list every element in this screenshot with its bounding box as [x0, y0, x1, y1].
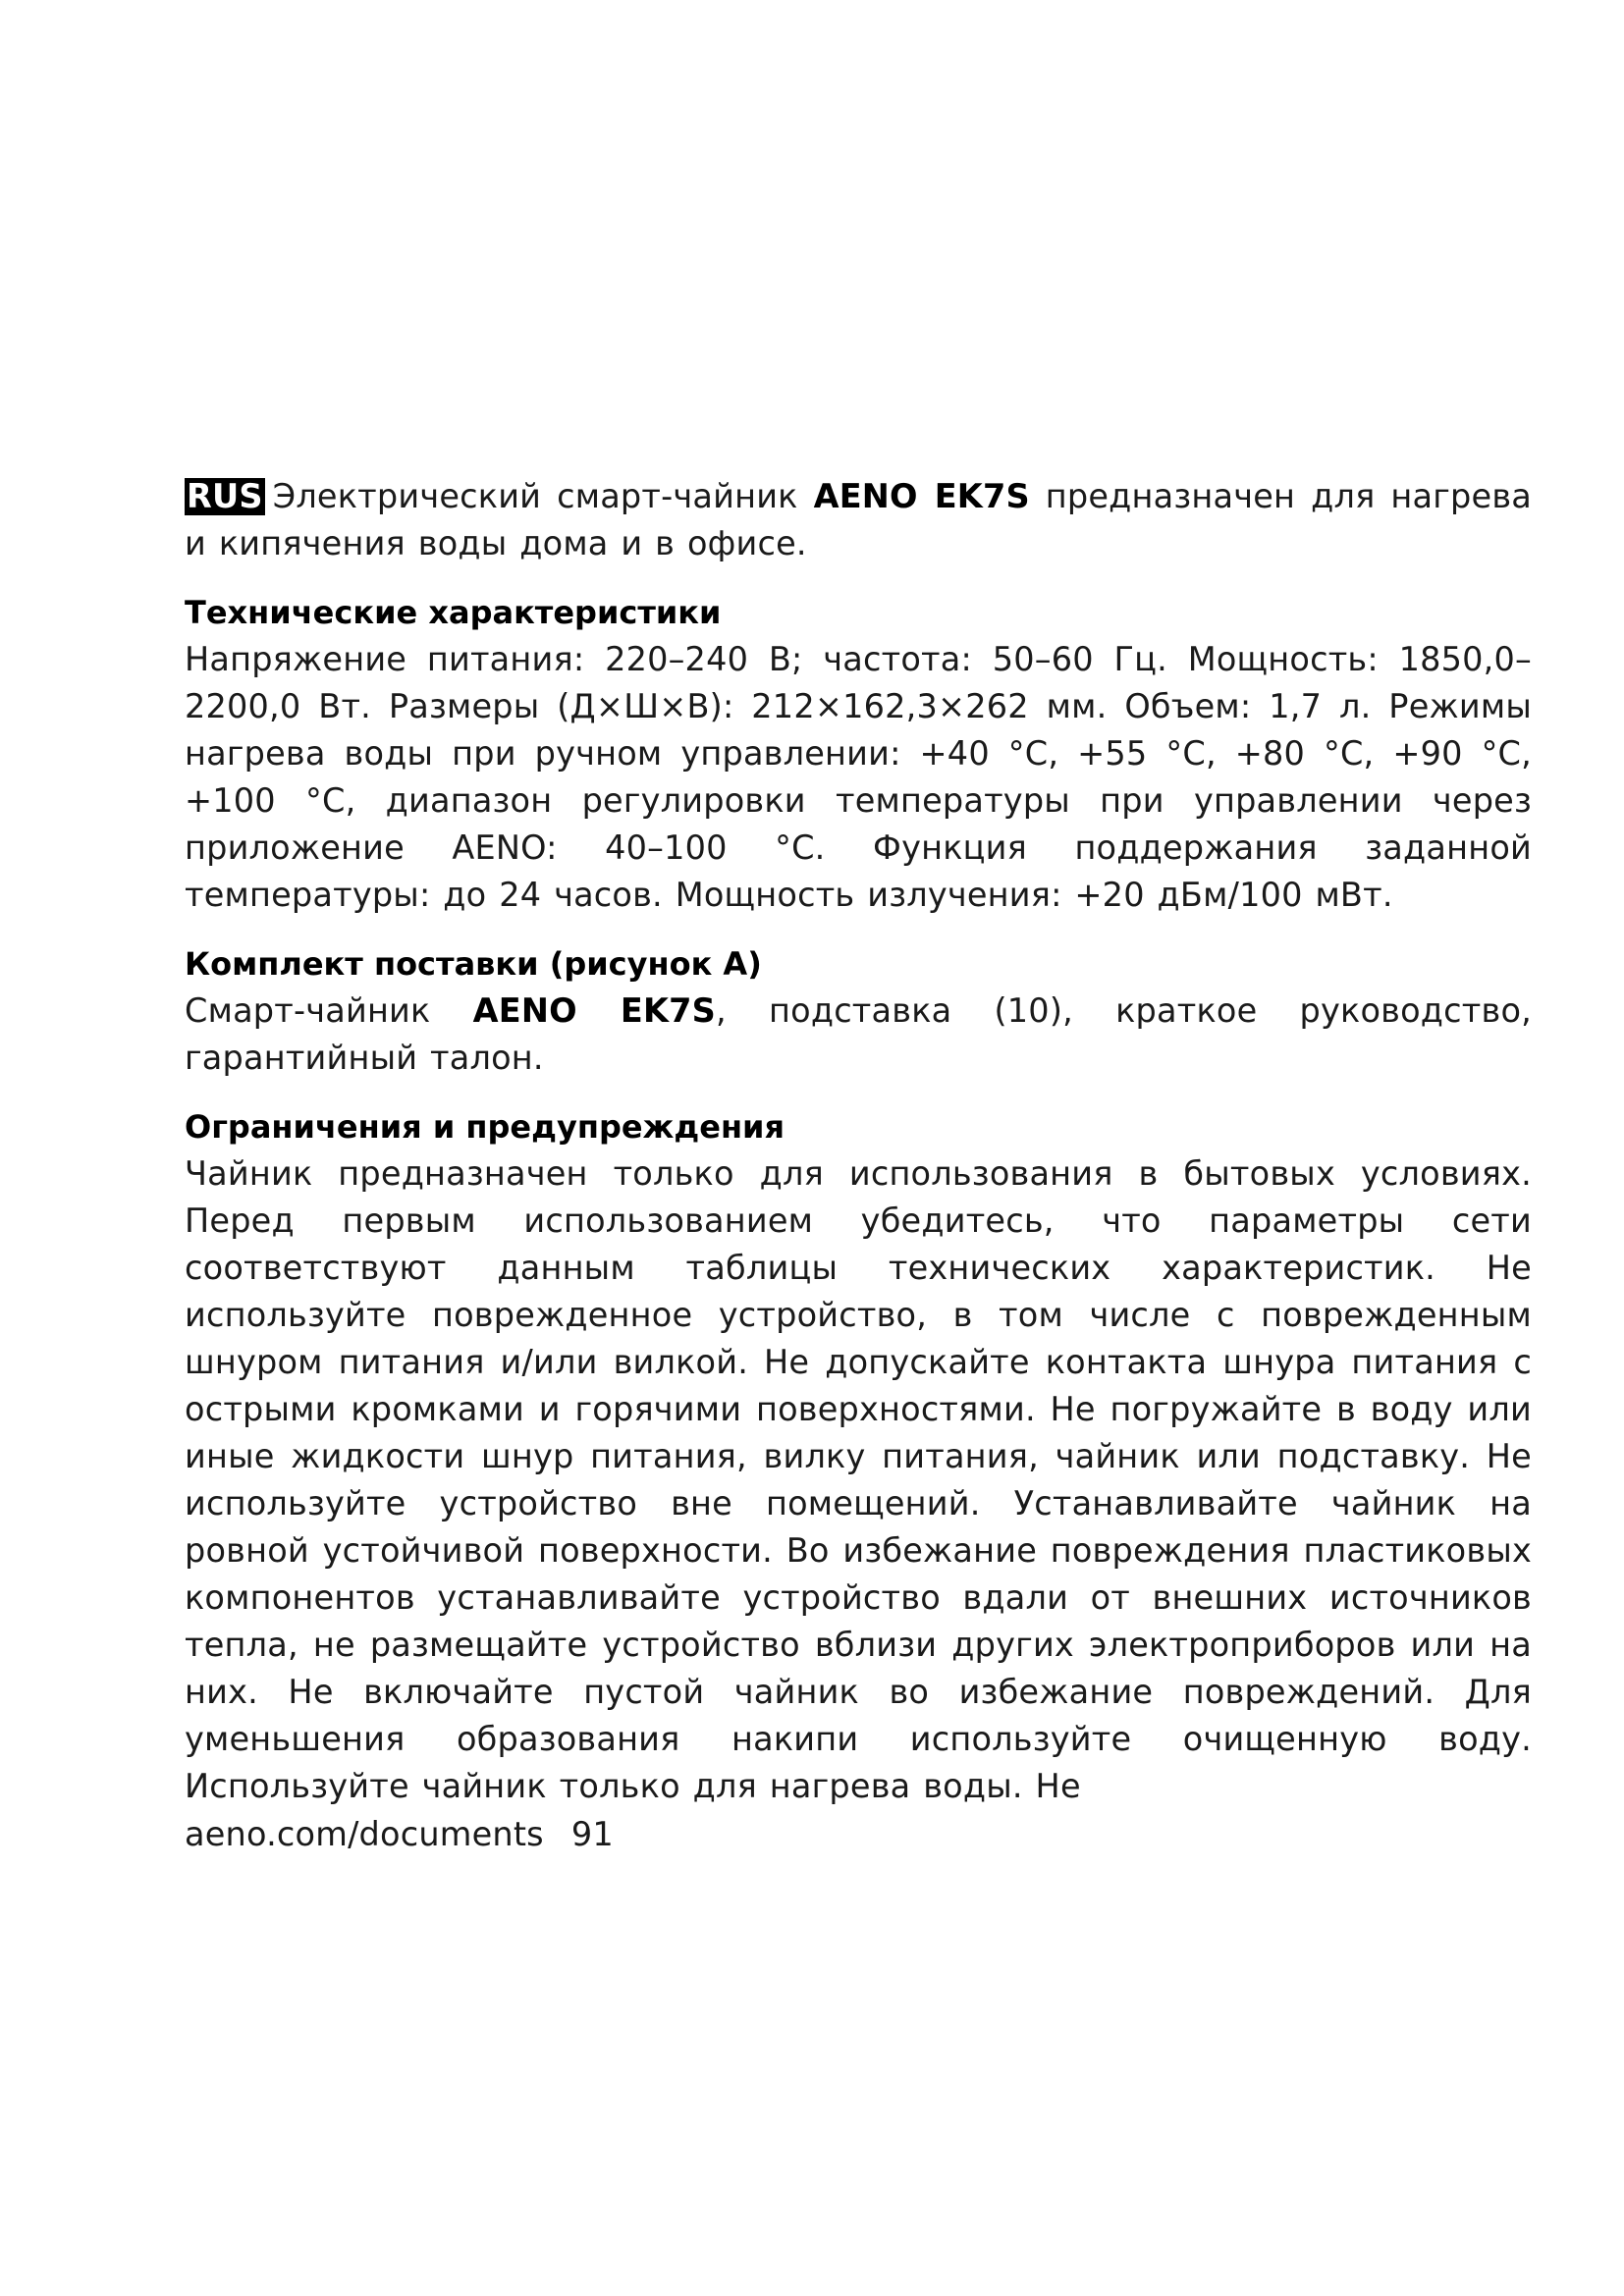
package-heading: Комплект поставки (рисунок А): [185, 945, 762, 983]
footer-url: aeno.com/documents: [185, 1815, 544, 1853]
page-footer: [185, 1811, 614, 1858]
package-body: [185, 988, 1532, 1082]
package-text-before: Смарт-чайник: [185, 991, 473, 1030]
warnings-heading: Ограничения и предупреждения: [185, 1108, 785, 1146]
specs-heading: Технические характеристики: [185, 594, 722, 631]
page-number: 91: [570, 1815, 614, 1853]
warnings-body: Чайник предназначен только для использования в бытовых условиях. Перед первым использованием убедитесь, что параметры сети соответствуют данным таблицы технических характеристик. Не используйте поврежденное устройство, в том числе с поврежденным шнуром питания и/или вилкой. Не допускайте контакта шнура питания с острыми кромками и горячими поверхностями. Не погружайте в воду или иные жидкости шнур питания, вилку питания, чайник или подставку. Не используйте устройство вне помещений. Устанавливайте чайник на ровной устойчивой поверхности. Во избежание повреждения пластиковых компонентов устанавливайте устройство вдали от внешних источников тепла, не размещайте устройство вблизи других электроприборов или на них. Не включайте пустой чайник во избежание повреждений. Для уменьшения образования накипи используйте очищенную воду. Используйте чайник только для нагрева воды. Не: [185, 1154, 1532, 1805]
specs-body: Напряжение питания: 220–240 В; частота: 50–60 Гц. Мощность: 1850,0–2200,0 Вт. Размеры (Д×Ш×В): 212×162,3×262 мм. Объем: 1,7 л. Режимы нагрева воды при ручном управлении: +40 °С, +55 °С, +80 °С, +90 °С, +100 °С, диапазон регулировки температуры при управлении через приложение AENO: 40–100 °С. Функция поддержания заданной температуры: до 24 часов. Мощность излучения: +20 дБм/100 мВт.: [185, 640, 1532, 914]
intro-product-name: AENO EK7S: [813, 477, 1030, 515]
intro-text-after: предназначен для нагрева и кипячения воды дома и в офисе.: [185, 477, 1532, 562]
package-product-name: AENO EK7S: [472, 991, 717, 1030]
document-body: [185, 473, 1532, 1832]
language-badge: RUS: [187, 477, 263, 515]
package-text-after: , подставка (10), краткое руководство, гарантийный талон.: [185, 991, 1532, 1077]
intro-text-before: Электрический смарт-чайник: [272, 477, 814, 515]
intro-paragraph: [185, 473, 1532, 567]
package-section: [185, 940, 1532, 1082]
warnings-section: [185, 1103, 1532, 1810]
specs-section: [185, 589, 1532, 919]
